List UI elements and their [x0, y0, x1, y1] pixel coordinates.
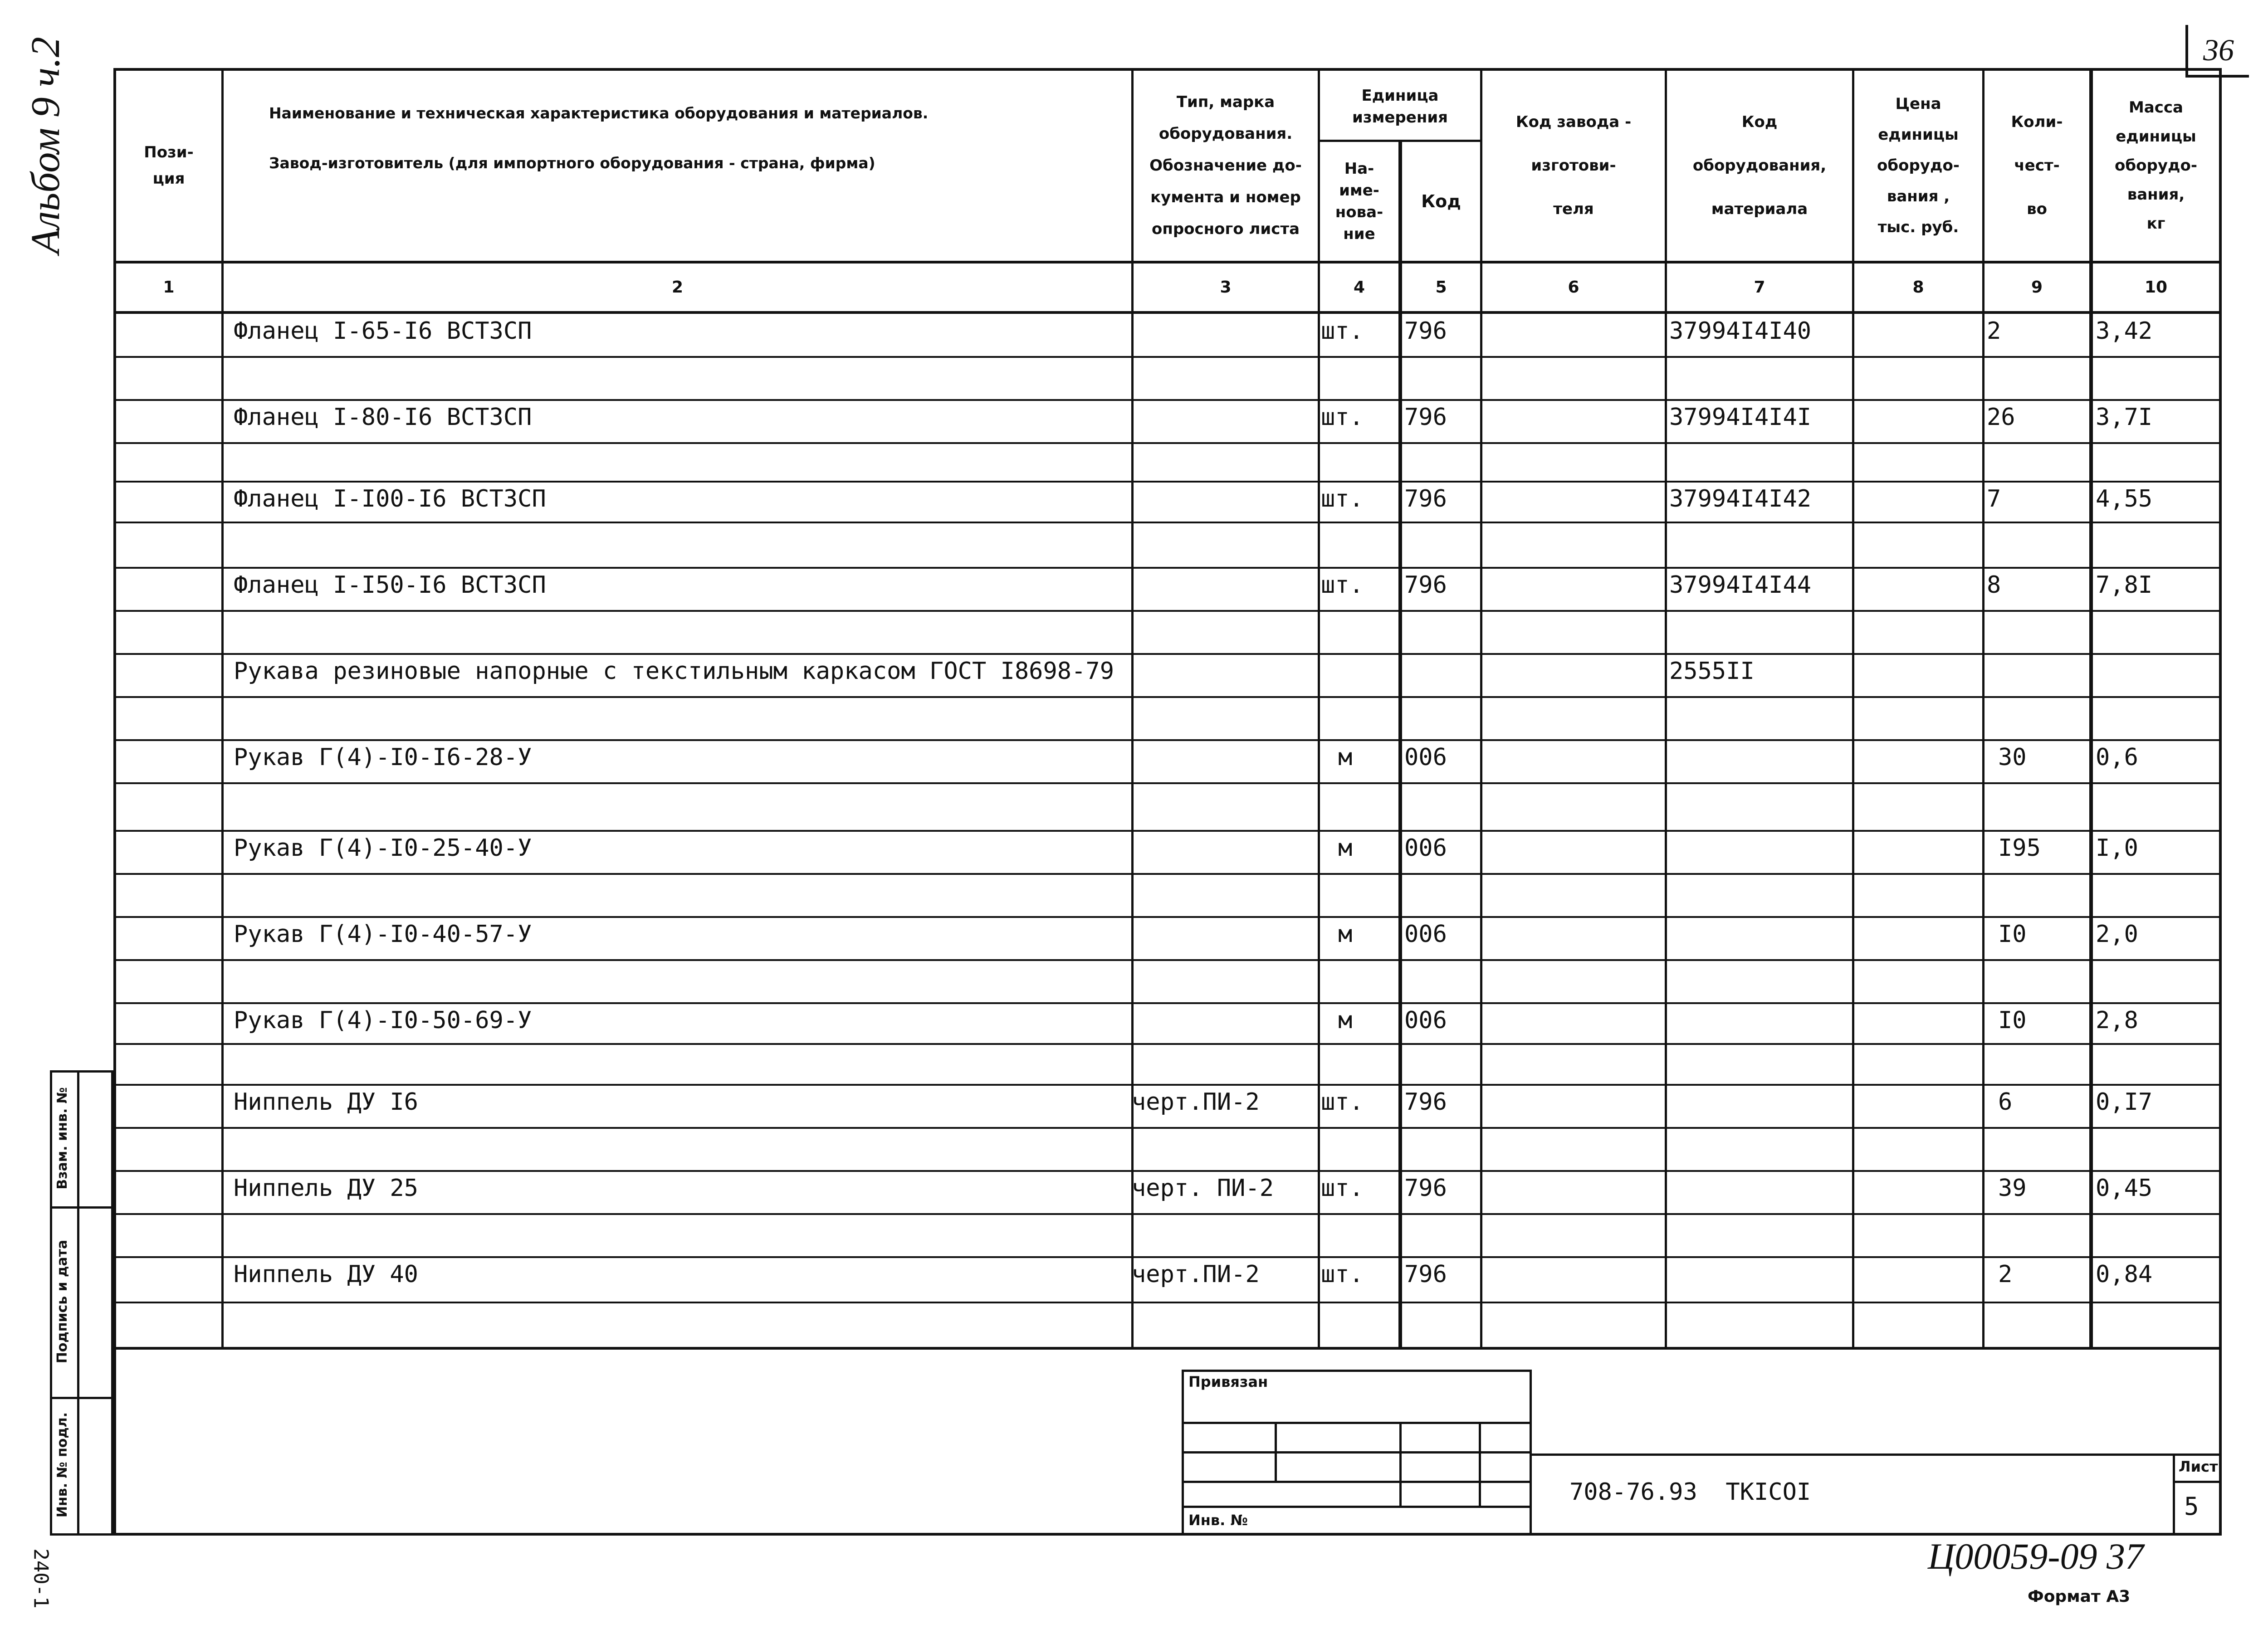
row-divider [116, 830, 2219, 832]
cell-name: Фланец I-I00-I6 ВСТ3СП [234, 485, 546, 512]
album-label: Альбом 9 ч.2 [23, 37, 68, 254]
cell-name: Фланец I-I50-I6 ВСТ3СП [234, 571, 546, 599]
cell-name: Рукав Г(4)-I0-25-40-У [234, 834, 532, 862]
row-divider [116, 696, 2219, 698]
header-unit-name: На- име- нова- ние [1335, 160, 1383, 243]
cell-mass: 0,84 [2096, 1261, 2153, 1288]
cell-doc: черт.ПИ-2 [1132, 1088, 1260, 1116]
document-designation: 708-76.93 TKICOI [1569, 1478, 1811, 1506]
row-divider [116, 1127, 2219, 1129]
table-body-bottom [113, 1347, 2222, 1350]
inv-no-label: Инв. № [1188, 1512, 1248, 1529]
privyazan-col2 [1399, 1422, 1402, 1506]
cell-name: Рукав Г(4)-I0-50-69-У [234, 1007, 532, 1034]
cell-unit: шт. [1321, 317, 1364, 345]
cell-mass: 2,8 [2096, 1007, 2138, 1034]
cell-qty: 8 [1987, 571, 2001, 599]
column-number: 4 [1353, 278, 1365, 297]
row-divider [116, 442, 2219, 444]
cell-unit: шт. [1321, 1261, 1364, 1288]
cell-mass: 0,I7 [2096, 1088, 2153, 1116]
cell-unit: шт. [1321, 571, 1364, 599]
cell-name: Рукав Г(4)-I0-40-57-У [234, 921, 532, 948]
row-divider [116, 1084, 2219, 1086]
cell-unit: шт. [1321, 485, 1364, 512]
cell-mass: 0,6 [2096, 744, 2138, 771]
col-line-3 [1318, 68, 1320, 1349]
cell-unit-code: 796 [1404, 317, 1447, 345]
cell-unit-code: 796 [1404, 1175, 1447, 1202]
column-number: 3 [1220, 278, 1232, 297]
table-right-border [2219, 68, 2222, 1536]
cell-qty: 7 [1987, 485, 2001, 512]
row-divider [116, 1213, 2219, 1215]
header-equipment-code: Код оборудования, материала [1692, 113, 1827, 218]
cell-unit-code: 006 [1404, 1007, 1447, 1034]
cell-qty: 6 [1998, 1088, 2013, 1116]
column-number: 8 [1912, 278, 1924, 297]
cell-unit-code: 796 [1404, 485, 1447, 512]
designation-top-line [1532, 1454, 2221, 1456]
cell-name: Фланец I-65-I6 ВСТ3СП [234, 317, 532, 345]
side-label-inv-podl: Инв. № подл. [54, 1412, 70, 1518]
cell-qty: I0 [1998, 921, 2027, 948]
list-value: 5 [2184, 1492, 2199, 1521]
row-divider [116, 522, 2219, 523]
cell-unit-code: 796 [1404, 404, 1447, 431]
cell-unit-code: 796 [1404, 1088, 1447, 1116]
row-divider [116, 399, 2219, 401]
row-divider [116, 959, 2219, 961]
column-number: 6 [1568, 278, 1579, 297]
corner-mark: 240-1 [29, 1548, 53, 1609]
unit-group-divider [1318, 140, 1482, 142]
cell-qty: 2 [1987, 317, 2001, 345]
row-divider [116, 653, 2219, 655]
column-number: 10 [2144, 278, 2168, 297]
side-label-podpis: Подпись и дата [54, 1239, 70, 1364]
col-line-7 [1852, 68, 1854, 1349]
cell-code: 37994I4I40 [1669, 317, 1812, 345]
list-box-divider [2173, 1481, 2222, 1483]
header-unit-group: Единица измерения [1352, 87, 1448, 127]
row-divider [116, 916, 2219, 918]
row-divider [116, 1302, 2219, 1303]
cell-name: Ниппель ДУ I6 [234, 1088, 418, 1116]
row-divider [116, 1170, 2219, 1172]
cell-qty: 26 [1987, 404, 2015, 431]
cell-code: 37994I4I4I [1669, 404, 1812, 431]
col-line-2 [1131, 68, 1134, 1349]
cell-unit: м [1338, 1007, 1353, 1034]
cell-unit-code: 006 [1404, 744, 1447, 771]
cell-name: Ниппель ДУ 25 [234, 1175, 418, 1202]
cell-code: 37994I4I44 [1669, 571, 1812, 599]
cell-qty: 2 [1998, 1261, 2013, 1288]
format-label: Формат А3 [2028, 1587, 2131, 1606]
cell-unit-code: 796 [1404, 571, 1447, 599]
cell-unit: м [1338, 834, 1353, 862]
row-divider [116, 873, 2219, 875]
list-label: Лист [2179, 1458, 2218, 1475]
col-line-5 [1480, 68, 1482, 1349]
cell-qty: I95 [1998, 834, 2041, 862]
handwritten-code: Ц00059-09 37 [1928, 1536, 2144, 1577]
cell-unit-code: 006 [1404, 834, 1447, 862]
cell-mass: 7,8I [2096, 571, 2153, 599]
cell-name: Ниппель ДУ 40 [234, 1261, 418, 1288]
cell-unit: м [1338, 921, 1353, 948]
column-number: 5 [1435, 278, 1447, 297]
cell-mass: 3,42 [2096, 317, 2153, 345]
side-label-vzam: Взам. инв. № [54, 1087, 70, 1190]
side-stamp-divider [77, 1070, 79, 1536]
cell-name: Фланец I-80-I6 ВСТ3СП [234, 404, 532, 431]
col-line-4 [1398, 141, 1402, 1349]
row-divider [116, 1002, 2219, 1004]
header-factory-code: Код завода - изготови- теля [1515, 113, 1632, 218]
cell-mass: 2,0 [2096, 921, 2138, 948]
row-divider [116, 1256, 2219, 1258]
privyazan-label: Привязан [1188, 1373, 1268, 1390]
cell-qty: 30 [1998, 744, 2027, 771]
header-type: Тип, марка оборудования. Обозначение до- кумента и номер опросного листа [1149, 93, 1302, 238]
row-divider [116, 610, 2219, 612]
col-line-8 [1982, 68, 1984, 1349]
col-line-1 [221, 68, 224, 1349]
cell-qty: I0 [1998, 1007, 2027, 1034]
table-top-border [113, 68, 2222, 71]
cell-unit: шт. [1321, 1088, 1364, 1116]
cell-unit: шт. [1321, 404, 1364, 431]
col-line-6 [1665, 68, 1667, 1349]
cell-mass: 4,55 [2096, 485, 2153, 512]
stamp-bottom-border [113, 1533, 2222, 1536]
header-name: Наименование и техническая характеристика оборудования и материалов. Завод-изготовитель (для импортного оборудования - страна, фирма) [269, 104, 929, 172]
row-divider [116, 739, 2219, 741]
column-number: 7 [1754, 278, 1765, 297]
side-stamp-row1 [50, 1206, 113, 1209]
row-divider [116, 567, 2219, 569]
cell-unit-code: 006 [1404, 921, 1447, 948]
colnum-bottom-border [113, 311, 2222, 314]
row-divider [116, 356, 2219, 358]
column-number: 2 [671, 278, 684, 297]
column-number: 9 [2031, 278, 2043, 297]
row-divider [116, 1043, 2219, 1045]
cell-name: Рукав Г(4)-I0-I6-28-У [234, 744, 532, 771]
col-line-9 [2089, 68, 2093, 1349]
cell-mass: 3,7I [2096, 404, 2153, 431]
cell-mass: 0,45 [2096, 1175, 2153, 1202]
cell-code: 2555II [1669, 658, 1755, 685]
header-mass: Масса единицы оборудо- вания, кг [2115, 98, 2197, 233]
cell-doc: черт. ПИ-2 [1132, 1175, 1274, 1202]
privyazan-col3 [1479, 1422, 1481, 1506]
row-divider [116, 782, 2219, 784]
cell-mass: I,0 [2096, 834, 2138, 862]
header-position: Пози- ция [144, 143, 194, 188]
header-price: Цена единицы оборудо- вания , тыс. руб. [1877, 95, 1960, 236]
privyazan-row4 [1182, 1506, 1532, 1508]
cell-unit: м [1338, 744, 1353, 771]
cell-unit-code: 796 [1404, 1261, 1447, 1288]
privyazan-col1 [1275, 1422, 1277, 1483]
header-unit-code: Код [1421, 191, 1461, 211]
column-number: 1 [163, 278, 175, 297]
cell-qty: 39 [1998, 1175, 2027, 1202]
cell-name: Рукава резиновые напорные с текстильным каркасом ГОСТ I8698-79 [234, 658, 1114, 685]
cell-code: 37994I4I42 [1669, 485, 1812, 512]
cell-doc: черт.ПИ-2 [1132, 1261, 1260, 1288]
cell-unit: шт. [1321, 1175, 1364, 1202]
header-quantity: Коли- чест- во [2011, 113, 2063, 218]
row-divider [116, 481, 2219, 483]
sheet-number: 36 [2203, 32, 2234, 67]
